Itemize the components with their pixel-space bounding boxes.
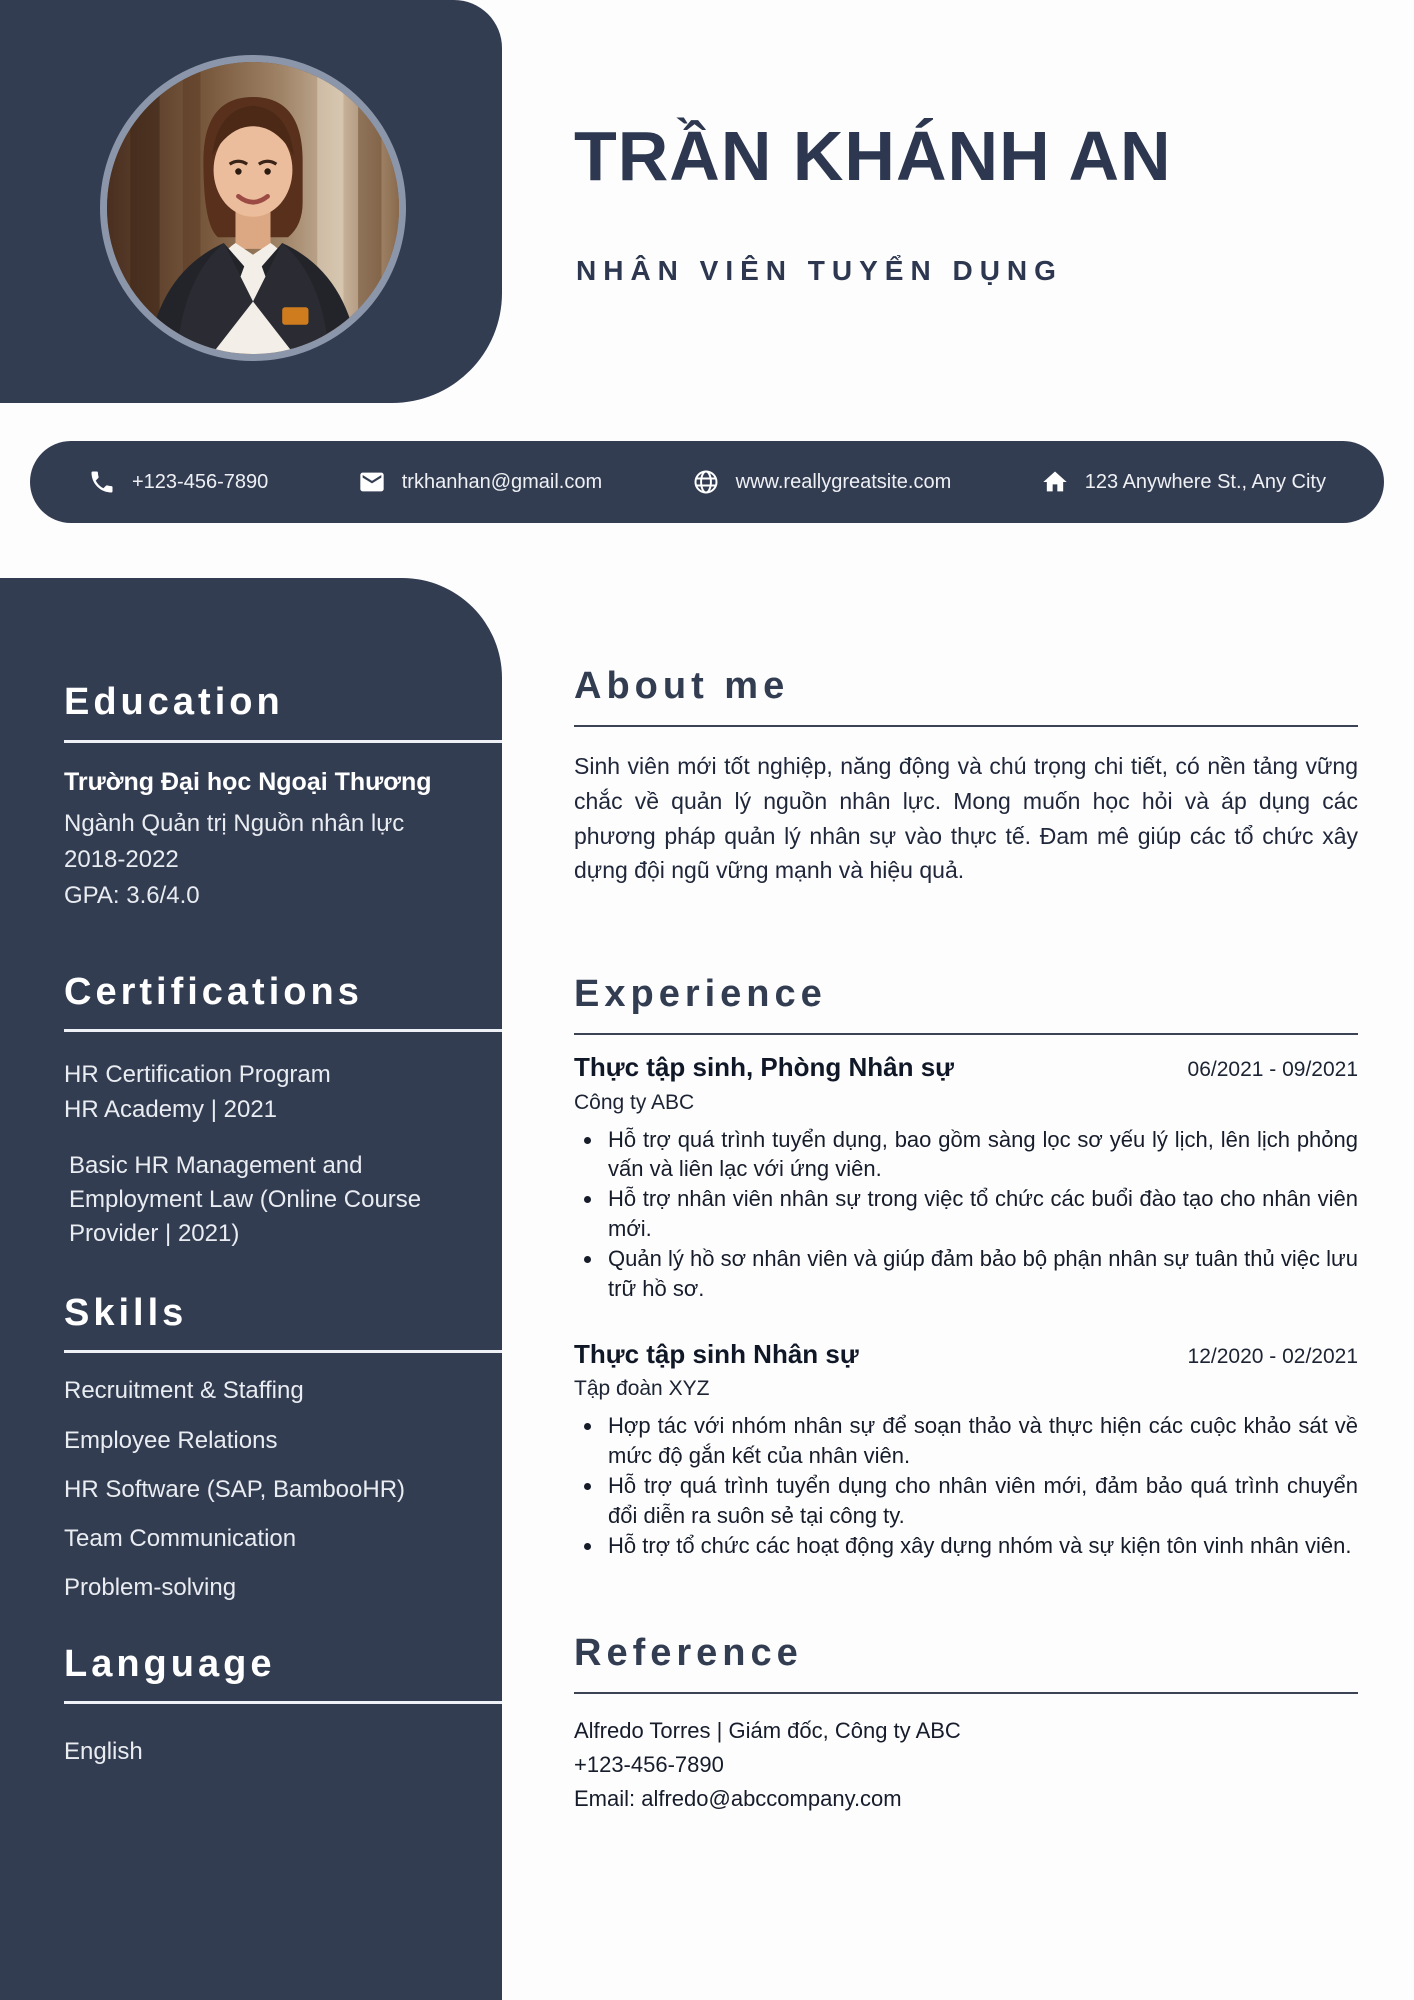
job-dates: 06/2021 - 09/2021 (1187, 1058, 1358, 1081)
reference-person: Alfredo Torres | Giám đốc, Công ty ABC (574, 1717, 961, 1743)
skill-item: Problem-solving (64, 1573, 237, 1601)
job-company: Tập đoàn XYZ (574, 1377, 710, 1401)
sidebar-dark-panel (0, 578, 502, 2000)
education-years: 2018-2022 (64, 845, 179, 873)
job-bullet: • Quản lý hồ sơ nhân viên và giúp đảm bảo bộ phận nhân sự tuân thủ việc lưu trữ hồ sơ. (604, 1244, 1358, 1304)
job-dates: 12/2020 - 02/2021 (1187, 1344, 1358, 1368)
person-job-title: NHÂN VIÊN TUYỂN DỤNG (576, 255, 1063, 286)
home-icon (1041, 468, 1069, 496)
certifications-divider (64, 1029, 502, 1032)
job-bullet: • Hợp tác với nhóm nhân sự để soạn thảo và thực hiện các cuộc khảo sát về mức độ gắn kết của nhân viên. (604, 1411, 1358, 1471)
education-major: Ngành Quản trị Nguồn nhân lực (64, 809, 405, 837)
job-bullet-list (574, 1411, 1358, 1561)
job-company: Công ty ABC (574, 1090, 695, 1114)
reference-email: Email: alfredo@abccompany.com (574, 1785, 902, 1811)
experience-divider (574, 1033, 1358, 1035)
job-bullet: • Hỗ trợ nhân viên nhân sự trong việc tổ chức các buổi đào tạo cho nhân viên mới. (604, 1184, 1358, 1244)
person-name: TRẦN KHÁNH AN (574, 117, 1172, 195)
profile-photo-illustration (107, 62, 399, 354)
language-divider (64, 1701, 502, 1704)
header-dark-panel (0, 0, 502, 403)
job-title: Thực tập sinh Nhân sự (574, 1338, 859, 1369)
education-details (64, 806, 502, 914)
education-divider (64, 740, 502, 743)
skill-item: Recruitment & Staffing (64, 1377, 304, 1405)
contact-bar (30, 441, 1384, 523)
about-heading: About me (574, 665, 790, 707)
skills-divider (64, 1350, 502, 1353)
contact-website-text: www.reallygreatsite.com (735, 470, 952, 493)
job-title: Thực tập sinh, Phòng Nhân sự (574, 1052, 954, 1082)
job-header (574, 1338, 1358, 1371)
profile-photo (100, 55, 406, 361)
skills-list (64, 1377, 502, 1601)
reference-phone: +123-456-7890 (574, 1751, 724, 1777)
job-header (574, 1051, 1358, 1084)
job-bullet: • Hỗ trợ quá trình tuyển dụng, bao gồm sàng lọc sơ yếu lý lịch, lên lịch phỏng vấn và liên lạc với ứng viên. (604, 1125, 1358, 1185)
job-bullet: • Hỗ trợ tổ chức các hoạt động xây dựng nhóm và sự kiện tôn vinh nhân viên. (604, 1531, 1358, 1561)
reference-divider (574, 1692, 1358, 1694)
contact-address (1041, 468, 1326, 496)
skill-item: Employee Relations (64, 1426, 278, 1454)
reference-lines (574, 1714, 1358, 1816)
globe-icon (692, 468, 720, 496)
certification-line: HR Academy | 2021 (64, 1095, 278, 1123)
envelope-icon (358, 468, 386, 496)
about-text: Sinh viên mới tốt nghiệp, năng động và chú trọng chi tiết, có nền tảng vững chắc về quản lý nguồn nhân lực. Mong muốn học hỏi và áp dụng các phương pháp quản lý nhân sự vào thực tế. Đam mê giúp các tổ chức xây dựng đội ngũ vững mạnh và hiệu quả. (574, 752, 1358, 884)
contact-address-text: 123 Anywhere St., Any City (1084, 470, 1326, 493)
contact-email-text: trkhanhan@gmail.com (401, 470, 603, 493)
education-heading: Education (64, 681, 284, 723)
language-heading: Language (64, 1642, 276, 1685)
education-gpa: GPA: 3.6/4.0 (64, 881, 200, 909)
certification-line: HR Certification Program (64, 1061, 331, 1089)
job-bullet-list (574, 1125, 1358, 1304)
skill-item: Team Communication (64, 1524, 297, 1552)
certification-item: Basic HR Management and Employment Law (Online Course Provider | 2021) (69, 1151, 422, 1247)
contact-phone-text: +123-456-7890 (132, 470, 269, 493)
experience-heading: Experience (574, 973, 827, 1016)
phone-icon (88, 468, 116, 496)
language-item: English (64, 1738, 143, 1766)
contact-email (358, 468, 602, 496)
skill-item: HR Software (SAP, BambooHR) (64, 1475, 406, 1503)
reference-heading: Reference (574, 1631, 803, 1674)
job-bullet: • Hỗ trợ quá trình tuyển dụng cho nhân viên mới, đảm bảo quá trình chuyển đổi diễn ra suôn sẻ tại công ty. (604, 1471, 1358, 1531)
skills-heading: Skills (64, 1291, 188, 1334)
contact-phone (88, 468, 268, 496)
education-school: Trường Đại học Ngoại Thương (64, 767, 432, 796)
certification-item (64, 1058, 502, 1126)
contact-website (692, 468, 952, 496)
about-divider (574, 725, 1358, 727)
certifications-heading: Certifications (64, 970, 363, 1013)
main-column (574, 664, 1358, 1816)
